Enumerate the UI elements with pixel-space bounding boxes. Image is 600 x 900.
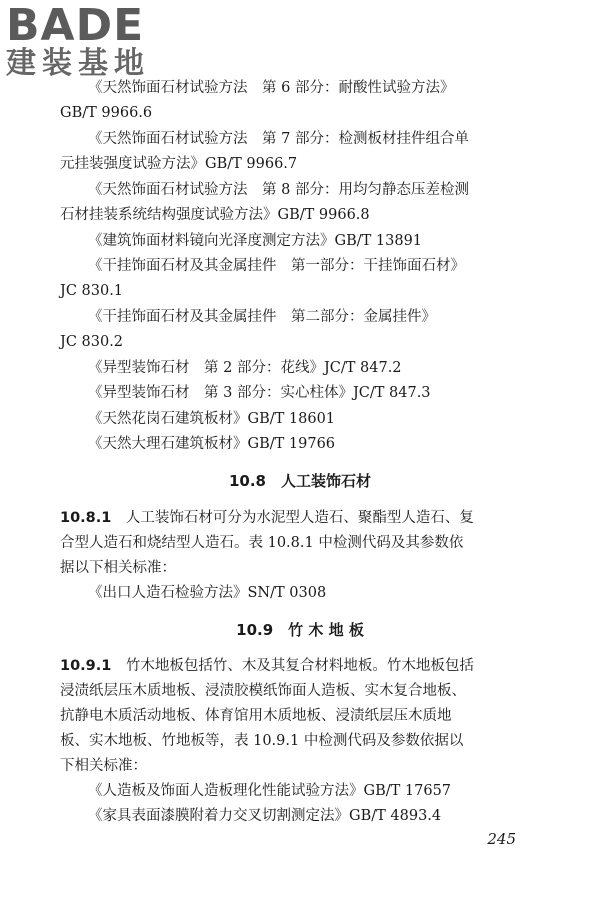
logo-wordmark: BADE — [6, 0, 145, 51]
standard-line: 《干挂饰面石材及其金属挂件 第二部分：金属挂件》 — [88, 309, 436, 325]
clause-text: 人工装饰石材可分为水泥型人造石、聚酯型人造石、复 — [125, 510, 474, 526]
page-number: 245 — [487, 830, 516, 848]
standard-line: GB/T 9966.6 — [60, 105, 153, 121]
clause-line: 板、实木地板、竹地板等，表 10.9.1 中检测代码及参数依据以 — [60, 733, 464, 749]
clause-number: 10.8.1 — [60, 510, 112, 526]
clause-number: 10.9.1 — [60, 658, 112, 674]
standard-line: 《建筑饰面材料镜向光泽度测定方法》GB/T 13891 — [88, 233, 423, 249]
standard-line: JC 830.1 — [60, 283, 124, 299]
clause-line: 抗静电木质活动地板、体育馆用木质地板、浸渍纸层压木质地 — [60, 708, 452, 724]
clause-line: 合型人造石和烧结型人造石。表 10.8.1 中检测代码及其参数依 — [60, 535, 464, 551]
standard-line: 《异型装饰石材 第 3 部分：实心柱体》JC/T 847.3 — [88, 385, 431, 401]
section-heading-10-9: 10.9 竹 木 地 板 — [236, 621, 364, 639]
standard-line: 《天然饰面石材试验方法 第 8 部分：用均匀静态压差检测 — [88, 182, 469, 198]
clause-line: 下相关标准： — [60, 758, 147, 774]
standard-line: 石材挂装系统结构强度试验方法》GB/T 9966.8 — [60, 207, 370, 223]
standard-line: 《天然花岗石建筑板材》GB/T 18601 — [88, 411, 336, 427]
standard-line: 元挂装强度试验方法》GB/T 9966.7 — [60, 156, 298, 172]
clause-10-8-1-line — [60, 508, 474, 528]
standard-line: 《人造板及饰面人造板理化性能试验方法》GB/T 17657 — [88, 783, 452, 799]
standard-line: 《出口人造石检验方法》SN/T 0308 — [88, 585, 327, 601]
section-heading-10-8: 10.8 人工装饰石材 — [228, 472, 371, 490]
standard-line: 《干挂饰面石材及其金属挂件 第一部分：干挂饰面石材》 — [88, 258, 465, 274]
clause-text: 竹木地板包括竹、木及其复合材料地板。竹木地板包括 — [125, 658, 474, 674]
standard-line: 《异型装饰石材 第 2 部分：花线》JC/T 847.2 — [88, 360, 402, 376]
clause-line: 浸渍纸层压木质地板、浸渍胶模纸饰面人造板、实木复合地板、 — [60, 683, 466, 699]
standard-line: 《家具表面漆膜附着力交叉切割测定法》GB/T 4893.4 — [88, 808, 442, 824]
clause-line: 据以下相关标准： — [60, 560, 176, 576]
clause-10-9-1-line — [60, 656, 474, 676]
standard-line: 《天然大理石建筑板材》GB/T 19766 — [88, 436, 336, 452]
standard-line: 《天然饰面石材试验方法 第 6 部分：耐酸性试验方法》 — [88, 80, 455, 96]
standard-line: 《天然饰面石材试验方法 第 7 部分：检测板材挂件组合单 — [88, 131, 469, 147]
standard-line: JC 830.2 — [60, 334, 124, 350]
logo-subtitle: 建装基地 — [6, 46, 150, 81]
